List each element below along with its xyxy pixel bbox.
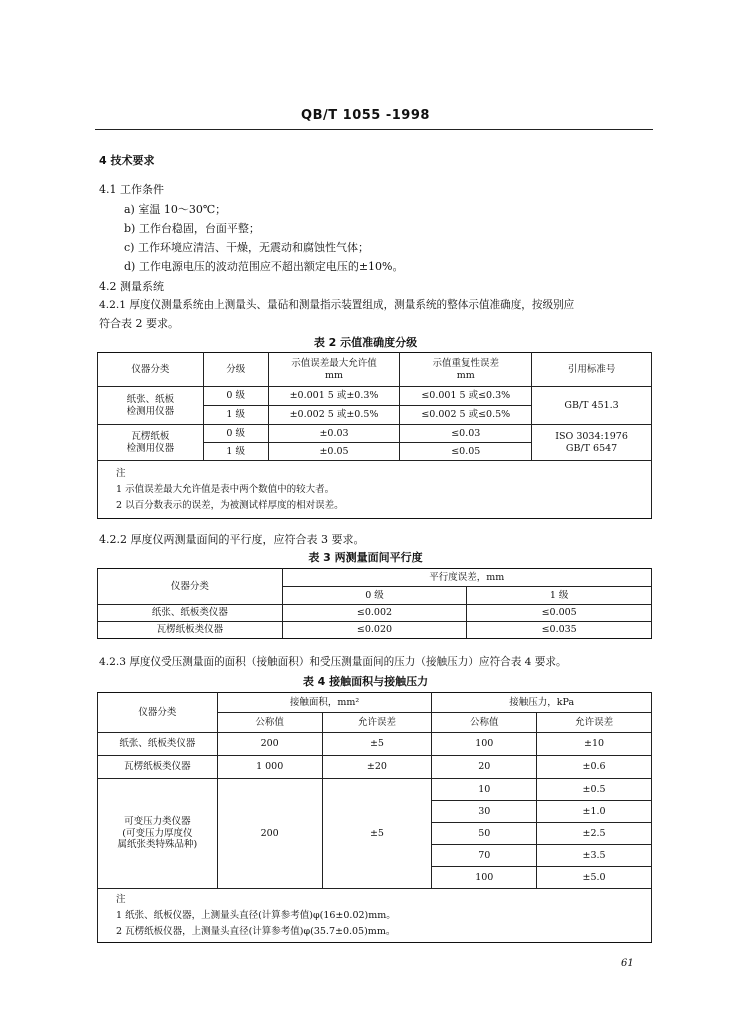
table-cell: ±0.6 <box>537 756 652 779</box>
table-cell: ±0.002 5 或±0.5% <box>268 406 400 425</box>
table-cell <box>98 425 204 461</box>
cell-line: 属纸张类特殊品种) <box>117 839 198 851</box>
table-header-cell: 接触压力，kPa <box>432 693 652 713</box>
table-header-cell: 分级 <box>203 353 268 387</box>
note-title: 注 <box>116 467 126 479</box>
table-cell <box>98 779 218 889</box>
condition-item: b) 工作台稳固，台面平整； <box>124 222 260 235</box>
cell-line: GB/T 6547 <box>565 442 618 454</box>
table-header-cell: 公称值 <box>217 713 322 733</box>
table-cell: 100 <box>432 867 537 889</box>
table-cell: 1 级 <box>203 406 268 425</box>
table-cell: ±20 <box>322 756 432 779</box>
table-header-cell: 引用标准号 <box>532 353 652 387</box>
section-4-1-heading: 4.1 工作条件 <box>99 183 164 196</box>
table-cell: ≤0.035 <box>467 622 652 639</box>
cell-line: (可变压力厚度仪 <box>122 827 193 839</box>
header-text: 示值重复性误差 <box>432 357 500 369</box>
table-cell: ±3.5 <box>537 845 652 867</box>
table-cell: ≤0.005 <box>467 605 652 622</box>
table-cell: ±0.001 5 或±0.3% <box>268 387 400 406</box>
table-cell: GB/T 451.3 <box>532 387 652 425</box>
table-4 <box>97 692 652 943</box>
table-cell: ±10 <box>537 733 652 756</box>
table-header-cell: 仪器分类 <box>98 353 204 387</box>
table-cell: ±0.05 <box>268 443 400 461</box>
table-cell: 70 <box>432 845 537 867</box>
note-item: 1 示值误差最大允许值是表中两个数值中的较大者。 <box>116 483 335 495</box>
table-cell: 0 级 <box>203 387 268 406</box>
table-header-cell: 仪器分类 <box>98 693 218 733</box>
header-unit: mm <box>325 369 344 381</box>
header-unit: mm <box>456 369 475 381</box>
condition-item: d) 工作电源电压的波动范围应不超出额定电压的±10%。 <box>124 260 404 273</box>
table-header-cell: 仪器分类 <box>98 569 283 605</box>
table-cell: 瓦楞纸板类仪器 <box>98 756 218 779</box>
table-cell: 纸张、纸板类仪器 <box>98 605 283 622</box>
section-4-heading: 4 技术要求 <box>99 154 155 167</box>
note-item: 2 以百分数表示的误差，为被测试样厚度的相对误差。 <box>116 499 344 511</box>
table-cell: ≤0.03 <box>400 425 532 443</box>
cell-line: 可变压力类仪器 <box>124 815 191 827</box>
header-rule <box>95 129 653 130</box>
table-cell: 1 级 <box>203 443 268 461</box>
table-header-cell: 0 级 <box>282 587 467 605</box>
table-cell: ≤0.020 <box>282 622 467 639</box>
table-cell: ≤0.001 5 或≤0.3% <box>400 387 532 406</box>
table-note <box>98 461 652 519</box>
clause-4-2-1-text: 符合表 2 要求。 <box>99 317 179 330</box>
note-item: 1 纸张、纸板仪器，上测量头直径(计算参考值)φ(16±0.02)mm。 <box>116 909 396 921</box>
table-cell: 纸张、纸板类仪器 <box>98 733 218 756</box>
table-header-cell: 允许误差 <box>322 713 432 733</box>
table-cell: ±1.0 <box>537 801 652 823</box>
condition-item: a) 室温 10～30℃； <box>124 203 227 216</box>
clause-4-2-2-text: 4.2.2 厚度仪两测量面间的平行度，应符合表 3 要求。 <box>99 533 365 546</box>
table-cell: ±5.0 <box>537 867 652 889</box>
cell-line: 瓦楞纸板 <box>131 430 170 442</box>
cell-line: 纸张、纸板 <box>126 393 175 405</box>
note-item: 2 瓦楞纸板仪器，上测量头直径(计算参考值)φ(35.7±0.05)mm。 <box>116 925 396 937</box>
table-cell: ±0.5 <box>537 779 652 801</box>
page-number: 61 <box>621 958 634 969</box>
table-header-cell: 接触面积，mm² <box>217 693 432 713</box>
table-2-caption: 表 2 示值准确度分级 <box>313 336 418 349</box>
table-cell: 0 级 <box>203 425 268 443</box>
table-cell: ≤0.002 5 或≤0.5% <box>400 406 532 425</box>
table-header-cell: 平行度误差，mm <box>282 569 651 587</box>
table-2 <box>97 352 652 519</box>
table-cell: 200 <box>217 779 322 889</box>
table-3 <box>97 568 652 639</box>
table-cell: ±0.03 <box>268 425 400 443</box>
table-header-cell <box>268 353 400 387</box>
table-cell: ±5 <box>322 733 432 756</box>
table-cell: 10 <box>432 779 537 801</box>
table-cell <box>98 387 204 425</box>
table-cell: 1 000 <box>217 756 322 779</box>
standard-number-header: QB/T 1055 -1998 <box>301 108 430 123</box>
table-cell: ≤0.002 <box>282 605 467 622</box>
table-header-cell: 1 级 <box>467 587 652 605</box>
note-title: 注 <box>116 893 126 905</box>
table-note <box>98 889 652 943</box>
table-cell: ±2.5 <box>537 823 652 845</box>
section-4-2-heading: 4.2 测量系统 <box>99 280 164 293</box>
table-cell <box>532 425 652 461</box>
table-cell: 50 <box>432 823 537 845</box>
table-header-cell: 允许误差 <box>537 713 652 733</box>
header-text: 示值误差最大允许值 <box>291 357 377 369</box>
condition-item: c) 工作环境应清洁、干燥，无震动和腐蚀性气体； <box>124 241 369 254</box>
table-cell: 100 <box>432 733 537 756</box>
table-cell: ≤0.05 <box>400 443 532 461</box>
table-3-caption: 表 3 两测量面间平行度 <box>308 551 423 564</box>
table-cell: 200 <box>217 733 322 756</box>
table-cell: 20 <box>432 756 537 779</box>
table-cell: 瓦楞纸板类仪器 <box>98 622 283 639</box>
clause-4-2-1-text: 4.2.1 厚度仪测量系统由上测量头、量砧和测量指示装置组成，测量系统的整体示值准确度，按级别应 <box>99 299 575 311</box>
table-4-caption: 表 4 接触面积与接触压力 <box>302 675 429 688</box>
table-header-cell: 公称值 <box>432 713 537 733</box>
table-cell: ±5 <box>322 779 432 889</box>
cell-line: ISO 3034:1976 <box>555 430 628 442</box>
cell-line: 检测用仪器 <box>126 442 175 454</box>
table-cell: 30 <box>432 801 537 823</box>
cell-line: 检测用仪器 <box>126 405 175 417</box>
table-header-cell <box>400 353 532 387</box>
clause-4-2-3-text: 4.2.3 厚度仪受压测量面的面积（接触面积）和受压测量面间的压力（接触压力）应符合表 4 要求。 <box>99 656 567 668</box>
